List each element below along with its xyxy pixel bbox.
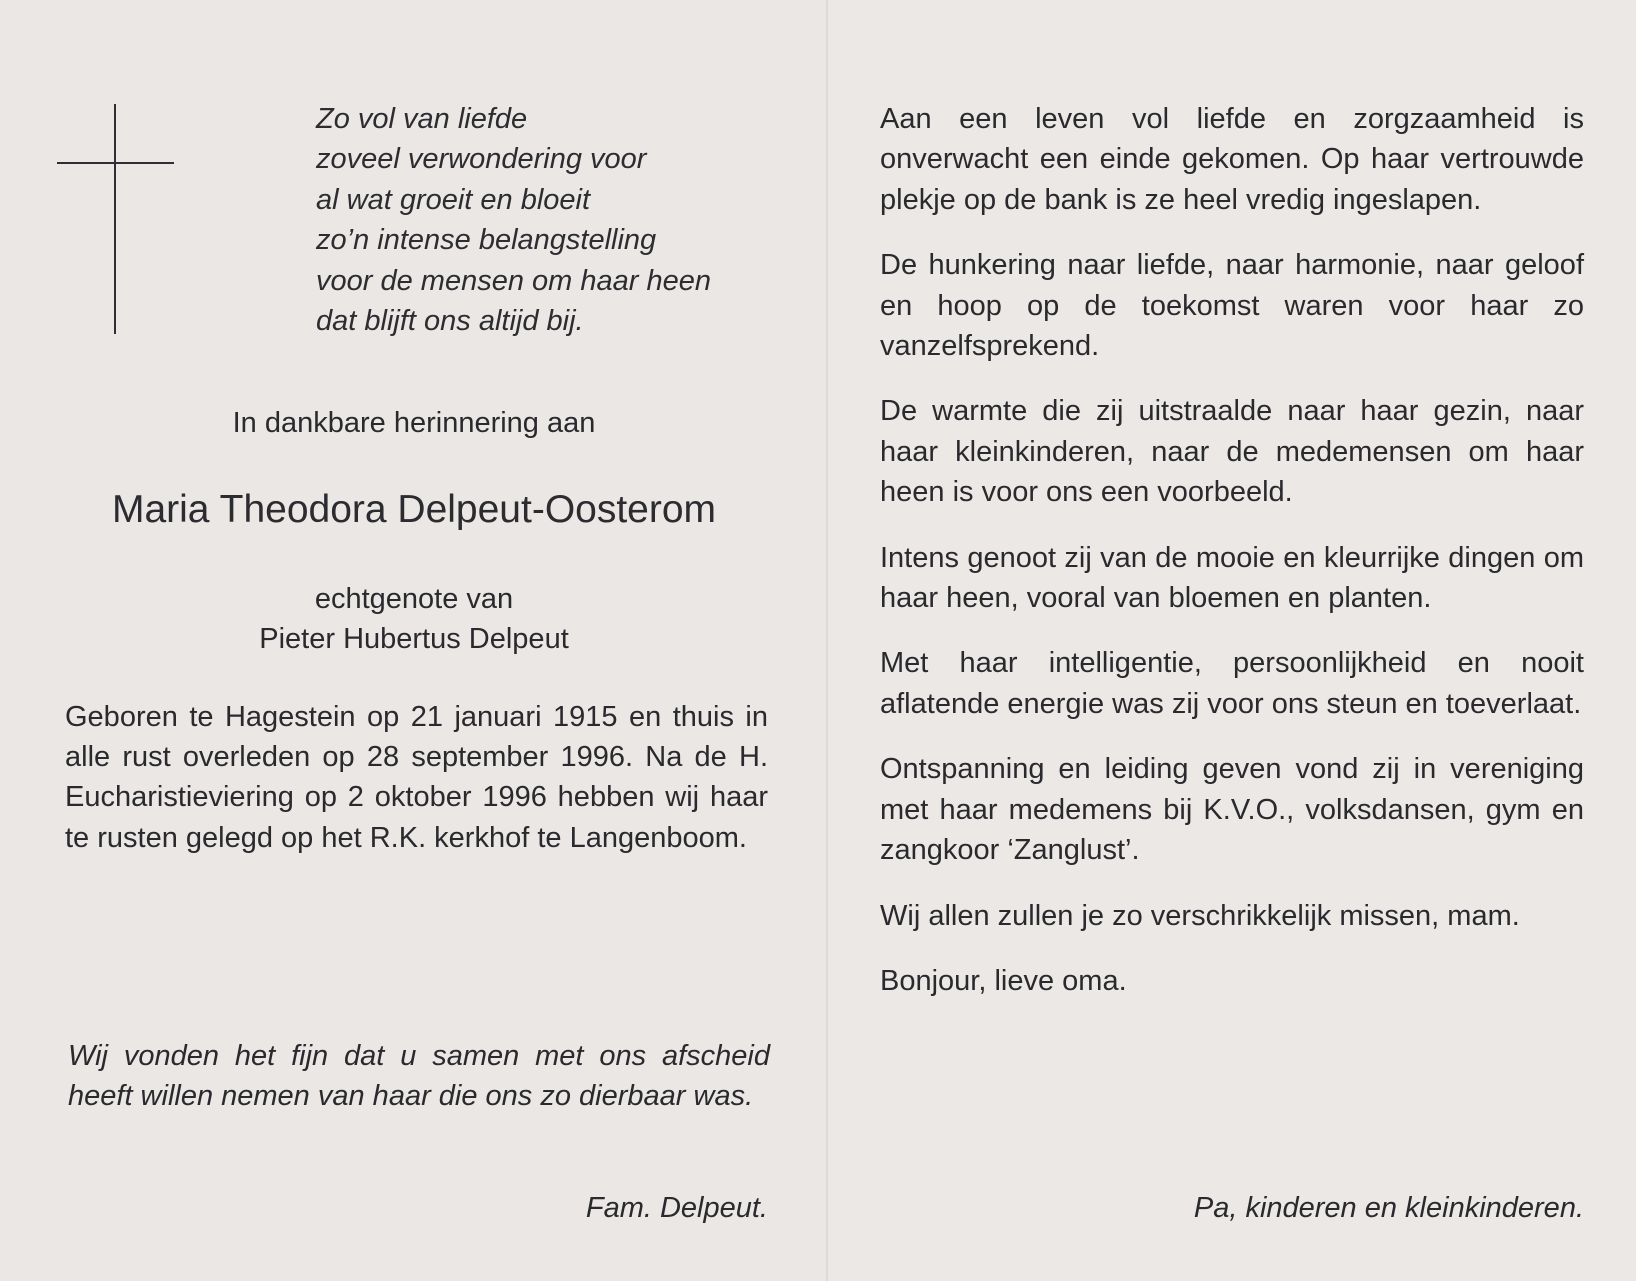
tribute-paragraph: Bonjour, lieve oma. bbox=[880, 964, 1127, 997]
relatives-signature: Pa, kinderen en kleinkinderen. bbox=[1193, 1192, 1584, 1224]
tribute-paragraph: De warmte die zij uitstraalde naar haar gezin, naar haar kleinkinderen, naar de medemensen om haar heen is voor ons een voorbeeld. bbox=[880, 395, 1584, 509]
tribute-text bbox=[880, 99, 1584, 1026]
cross-icon-horizontal bbox=[57, 162, 174, 164]
birth-death-text: Geboren te Hagestein op 21 januari 1915 en thuis in alle rust overleden op 28 september 1996. Na de H. Eucharistieviering op 2 oktober 1996 hebben wij haar te rusten gelegd op het R.K. kerkhof te Langenboom. bbox=[65, 701, 768, 854]
tribute-paragraph: Wij allen zullen je zo verschrikkelijk missen, mam. bbox=[880, 899, 1520, 932]
thanks-text: Wij vonden het fijn dat u samen met ons afscheid heeft willen nemen van haar die ons zo dierbaar was. bbox=[68, 1040, 770, 1112]
family-signature: Fam. Delpeut. bbox=[585, 1192, 768, 1224]
deceased-name: Maria Theodora Delpeut-Oosterom bbox=[111, 488, 717, 531]
tribute-paragraph: Ontspanning en leiding geven vond zij in vereniging met haar medemens bij K.V.O., volksdansen, gym en zangkoor ‘Zanglust’. bbox=[880, 753, 1584, 867]
poem-line: voor de mensen om haar heen bbox=[316, 264, 711, 297]
cross-icon-vertical bbox=[114, 104, 116, 334]
intro-text: In dankbare herinnering aan bbox=[232, 407, 596, 439]
spouse-label: echtgenote van bbox=[314, 583, 514, 615]
spouse-block bbox=[60, 579, 768, 659]
spouse-name: Pieter Hubertus Delpeut bbox=[259, 623, 569, 655]
tribute-paragraph: Aan een leven vol liefde en zorgzaamheid is onverwacht een einde gekomen. Op haar vertrouwde plekje op de bank is ze heel vredig ingeslapen. bbox=[880, 103, 1584, 216]
poem-line: al wat groeit en bloeit bbox=[316, 183, 591, 216]
tribute-paragraph: Intens genoot zij van de mooie en kleurrijke dingen om haar heen, vooral van bloemen en planten. bbox=[880, 541, 1584, 615]
poem bbox=[316, 99, 796, 341]
tribute-paragraph: Met haar intelligentie, persoonlijkheid en nooit aflatende energie was zij voor ons steun en toeverlaat. bbox=[880, 647, 1584, 720]
poem-line: zoveel verwondering voor bbox=[316, 143, 647, 176]
tribute-paragraph: De hunkering naar liefde, naar harmonie, naar geloof en hoop op de toekomst waren voor haar zo vanzelfsprekend. bbox=[880, 249, 1584, 363]
poem-line: Zo vol van liefde bbox=[316, 103, 528, 135]
poem-line: zo’n intense belangstelling bbox=[316, 224, 657, 257]
poem-line: dat blijft ons altijd bij. bbox=[316, 305, 584, 338]
